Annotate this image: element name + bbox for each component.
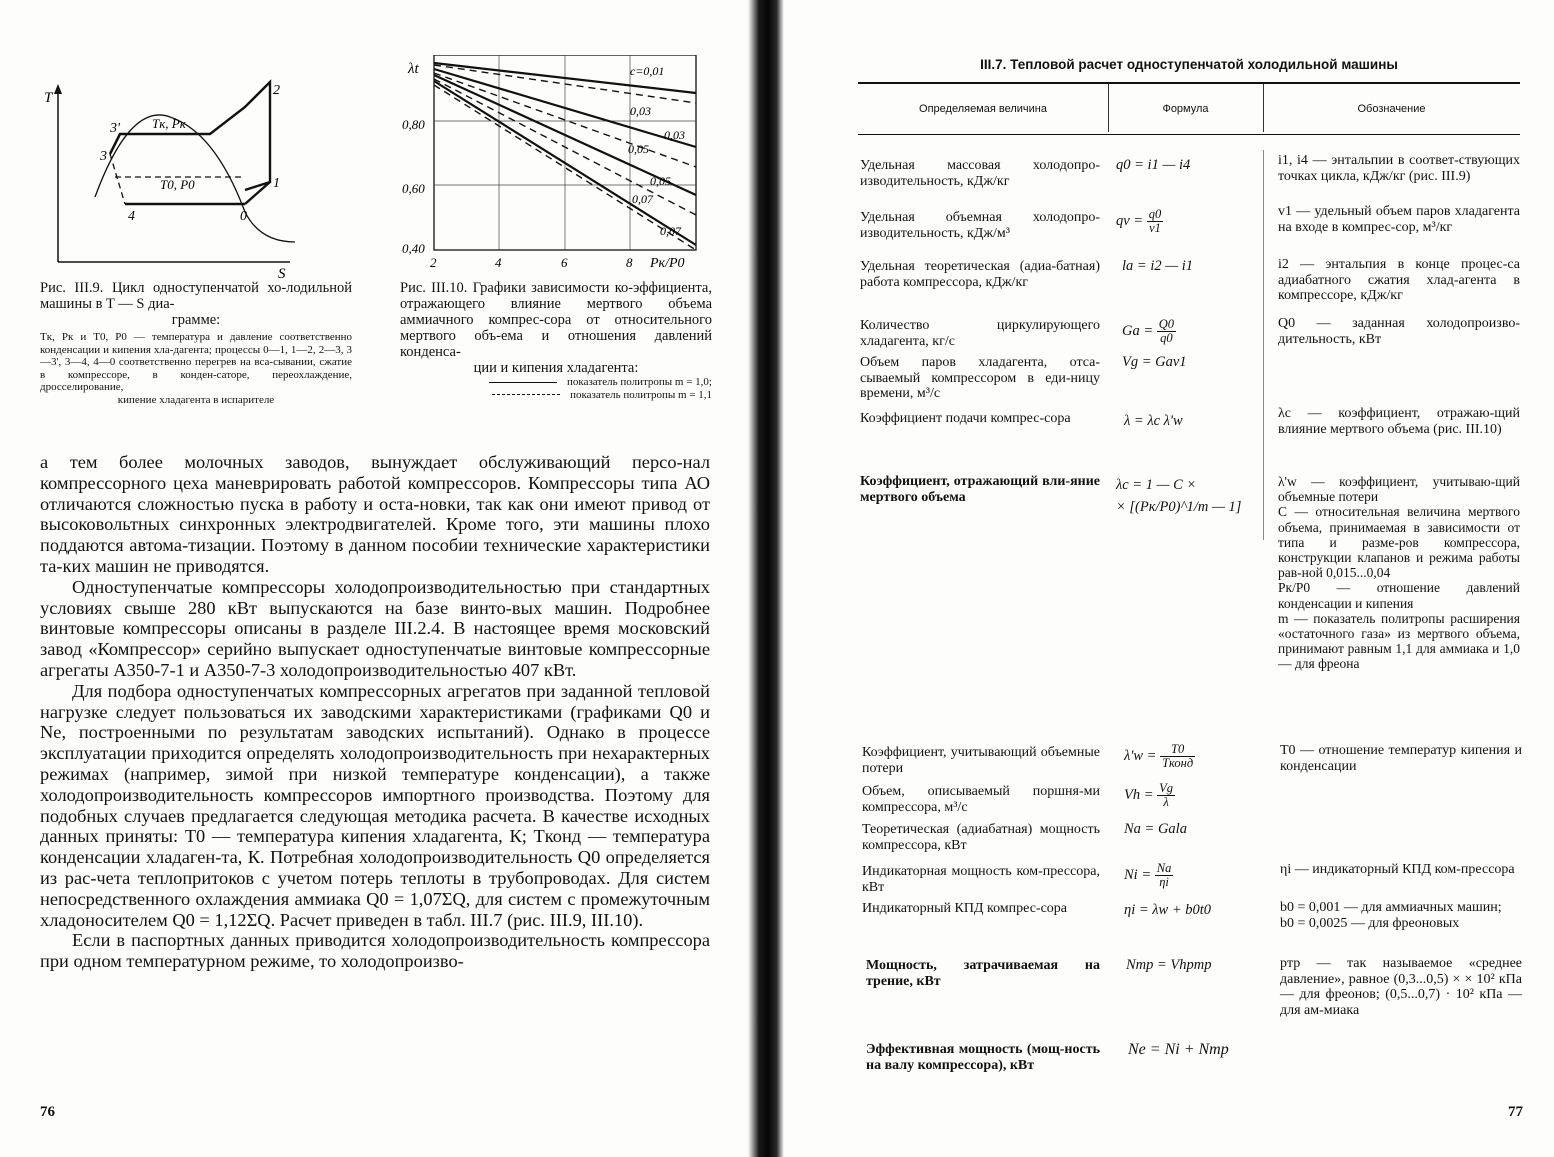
curve-label-007b: 0,07 — [660, 224, 681, 238]
row-quantity: Удельная массовая холодопро-изводительность, кДж/кг — [860, 158, 1100, 189]
row-quantity: Индикаторный КПД компрес-сора — [862, 901, 1068, 916]
row-quantity: Коэффициент подачи компрес-сора — [860, 411, 1071, 426]
row-quantity: Эффективная мощность (мощ-ность на валу компрессора), кВт — [866, 1042, 1100, 1073]
row-notation: i2 — энтальпия в конце процес-са адиабатного сжатия хлад-агента в компрессоре, кДж/кг — [1278, 257, 1520, 303]
curve-label-003b: 0,03 — [664, 128, 685, 142]
fraction-numerator: Q0 — [1158, 317, 1175, 331]
curve-label-c001: c=0,01 — [630, 64, 665, 78]
formula-lhs: Ni = — [1124, 866, 1152, 883]
row-notation: λ'w — коэффициент, учитываю-щий объемные потери C — относительная величина мертвого объема, принимаемая в зависимости от типа и разме-ров компрессора, конструкции клапанов и режима работы рав-ной 0,015...0,04 Pк/P0 — отношение давлений конденсации и кипения m — показатель политропы расширения «остаточного газа» из мертвого объема, принимают равным 1,1 для аммиака и 1,0 — для фреона — [1278, 474, 1520, 672]
row-quantity: Количество циркулирующего хладагента, кг/с — [860, 318, 1100, 349]
row-formula — [1124, 862, 1264, 889]
header-divider-1 — [1108, 84, 1109, 132]
figure-10-caption — [400, 280, 712, 401]
left-page — [0, 0, 748, 1157]
fraction-numerator: Vg — [1159, 781, 1174, 795]
cycle-line — [110, 82, 270, 190]
figure-10-caption-text: Рис. III.10. Графики зависимости ко-эффициента, отражающего влияние мертвого объема аммиачного компрес-сора от относительного мертвого объ-ема и отношения давлений конденса- — [400, 280, 712, 360]
formula-lhs: Ga = — [1122, 322, 1154, 339]
label-point-2: 2 — [273, 83, 280, 98]
formula-fraction — [1147, 208, 1164, 235]
row-formula: la = i2 — i1 — [1122, 258, 1194, 274]
fraction-denominator: v1 — [1149, 221, 1161, 235]
table-title: III.7. Тепловой расчет одноступенчатой холодильной машины — [980, 57, 1398, 72]
formula-fraction — [1155, 862, 1174, 889]
paragraph-1: а тем более молочных заводов, вынуждает обслуживающий персо-нал компрессорного цеха маневрировать работой компрессоров. Компрессоры типа АО отличаются сложностью пуска в работу и оста-новки, так как они имеют привод от высоковольтных синхронных электродвигателей. Кроме того, эти машины плохо поддаются автома-тизации. Поэтому в данном пособии технические характеристики та-ких машин не приводятся. — [40, 452, 710, 576]
fraction-denominator: q0 — [1160, 331, 1173, 345]
row-quantity: Удельная объемная холодопро-изводительность, кДж/м³ — [860, 210, 1100, 241]
row-formula: q0 = i1 — i4 — [1116, 157, 1191, 173]
row-formula: λ = λc λ'w — [1124, 413, 1183, 429]
legend-solid-label: показатель политропы m = 1,0; — [567, 376, 712, 388]
curve-label-005b: 0,05 — [650, 174, 671, 188]
legend-dashed — [400, 389, 712, 402]
legend-solid — [400, 376, 712, 389]
row-quantity: Объем, описываемый поршня-ми компрессора, м³/с — [862, 784, 1100, 815]
curve-label-003a: 0,03 — [630, 104, 651, 118]
figure-lambda-chart — [400, 55, 712, 277]
header-formula: Формула — [1162, 103, 1209, 115]
row-formula — [1116, 208, 1261, 235]
fraction-numerator: Na — [1156, 861, 1172, 875]
x-tick-4: 4 — [495, 255, 502, 270]
paragraph-2: Одноступенчатые компрессоры холодопроизводительностью при стандартных условиях свыше 280 кВт выпускаются на базе винто-вых машин. Подробнее винтовые компрессоры описаны в разделе III.2.4. В настоящее время московский завод «Компрессор» серийно выпускает одноступенчатые винтовые компрессорные агрегаты А350-7-1 и А350-7-3 холодопроизводительностью 407 кВт. — [40, 576, 710, 680]
t-axis-label: T — [44, 90, 53, 106]
row-formula: Nтр = Vhpтр — [1126, 957, 1212, 973]
fraction-numerator: T0 — [1160, 743, 1195, 757]
t-axis-arrow — [54, 84, 62, 94]
figure-10-caption-text-end: ции и кипения хладагента: — [473, 360, 639, 376]
page-number-right: 77 — [1508, 1104, 1523, 1120]
figure-t-s-diagram — [40, 72, 310, 284]
row-notation: b0 = 0,001 — для аммиачных машин; b0 = 0,0025 — для фреоновых — [1280, 900, 1502, 931]
y-tick-040: 0,40 — [402, 241, 425, 256]
row-formula — [1124, 743, 1264, 770]
cycle-throttling — [110, 154, 125, 204]
paragraph-4: Если в паспортных данных приводится холодопроизводительность компрессора при одном температурном режиме, то холодопроизво- — [40, 930, 710, 972]
legend-dashed-label: показатель политропы m = 1,1 — [570, 388, 712, 401]
row-notation: ηi — индикаторный КПД ком-прессора — [1280, 862, 1515, 877]
label-point-0: 0 — [240, 209, 247, 224]
row-quantity: Коэффициент, отражающий вли-яние мертвого объема — [860, 474, 1100, 505]
row-notation: Q0 — заданная холодопроизво-дительность, кВт — [1278, 316, 1520, 347]
row-formula: Vg = Gav1 — [1122, 354, 1187, 370]
x-axis-label: Pк/P0 — [650, 256, 685, 271]
header-divider-2 — [1263, 84, 1264, 132]
legend-solid-swatch — [489, 382, 557, 383]
formula-fraction — [1160, 743, 1195, 770]
page-number-left: 76 — [40, 1104, 55, 1120]
label-point-4: 4 — [128, 209, 135, 224]
header-quantity: Определяемая величина — [919, 103, 1047, 115]
row-formula — [1116, 474, 1264, 518]
formula-fraction — [1157, 318, 1176, 345]
book-spine-gutter — [748, 0, 784, 1157]
row-notation: i1, i4 — энтальпии в соответ-ствующих точках цикла, кДж/кг (рис. III.9) — [1278, 153, 1520, 184]
fraction-denominator: ηi — [1159, 875, 1169, 889]
cycle-3-3prime — [110, 134, 120, 154]
figure-9-caption-title-end: грамме: — [171, 312, 221, 328]
row-quantity: Теоретическая (адиабатная) мощность компрессора, кВт — [862, 822, 1100, 853]
figure-9-caption-note: Tк, Pк и T0, P0 — температура и давление соответственно конденсации и кипения хла-дагента; процессы 0—1, 1—2, 2—3, 3—3', 3—4, 4—0 соответственно перегрев на вса-сывании, сжатие в компрессоре, в конден-саторе, переохлаждение, дросселирование, — [40, 331, 352, 394]
label-point-3: 3 — [100, 149, 107, 164]
fraction-denominator: λ — [1163, 795, 1169, 809]
curve-label-007a: 0,07 — [632, 192, 653, 206]
figure-9-caption-note-end: кипение хладагента в испарителе — [117, 393, 275, 406]
fraction-denominator: Tконд — [1162, 756, 1194, 770]
row-quantity: Мощность, затрачиваемая на трение, кВт — [866, 958, 1100, 989]
row-quantity: Коэффициент, учитывающий объемные потери — [862, 745, 1100, 776]
legend-dashed-swatch — [492, 394, 560, 395]
x-tick-6: 6 — [561, 255, 568, 270]
label-point-3prime: 3' — [110, 121, 120, 136]
row-formula — [1124, 782, 1264, 809]
table-header — [858, 82, 1520, 135]
formula-fraction — [1157, 782, 1175, 809]
x-tick-2: 2 — [430, 255, 437, 270]
row-formula: ηi = λw + b0t0 — [1124, 902, 1212, 918]
y-axis-label: λt — [408, 61, 419, 77]
row-notation: pтр — так называемое «среднее давление», равное (0,3...0,5) × × 10² кПа — для фреонов; (0,5...0,7) · 10² кПа — для ам-миака — [1280, 956, 1522, 1018]
row-quantity: Объем паров хладагента, отса-сываемый компрессором в еди-ницу времени, м³/с — [860, 355, 1100, 401]
s-axis-label: S — [278, 266, 286, 282]
curve-label-005a: 0,05 — [628, 142, 649, 156]
header-notation: Обозначение — [1357, 103, 1426, 115]
body-text — [40, 452, 710, 972]
x-tick-8: 8 — [626, 255, 633, 270]
formula-lhs: λ'w = — [1124, 747, 1157, 764]
label-t0-p0: T0, P0 — [160, 177, 195, 192]
label-point-1: 1 — [273, 176, 280, 191]
figure-9-caption — [40, 280, 352, 407]
row-formula: Na = Gala — [1124, 821, 1187, 837]
figure-9-caption-title: Рис. III.9. Цикл одноступенчатой хо-лодильной машины в T — S диа- — [40, 280, 352, 312]
y-tick-080: 0,80 — [402, 117, 425, 132]
row-notation: T0 — отношение температур кипения и конденсации — [1280, 743, 1522, 774]
formula-line-1: λc = 1 — C × — [1116, 477, 1197, 493]
fraction-numerator: q0 — [1148, 207, 1162, 221]
row-formula: Ne = Ni + Nтр — [1128, 1041, 1229, 1058]
y-tick-060: 0,60 — [402, 181, 425, 196]
row-notation: v1 — удельный объем паров хладагента на входе в компрес-сор, м³/кг — [1278, 204, 1520, 235]
formula-line-2: × [(Pк/P0)^1/m — 1] — [1116, 499, 1242, 515]
formula-lhs: qv = — [1116, 212, 1144, 229]
paragraph-3: Для подбора одноступенчатых компрессорных агрегатов при заданной тепловой нагрузке следует пользоваться их заводскими характеристиками (графиками Q0 и Ne, построенными по результатам заводских испытаний). Однако в процессе эксплуатации приходится определять холодопроизводительность при нехарактерных режимах (например, зимой при низкой температуре конденсации), а также холодопроизводительность компрессоров импортного производства. Поэтому для подобных случаев предлагается следующая методика расчета. В качестве исходных данных приняты: T0 — температура кипения хладагента, К; Tконд — температура конденсации хладаген-та, К. Потребная холодопроизводительность Q0 определяется из рас-чета теплопритоков с учетом потерь теплоты в трубопроводах. Для систем непосредственного охлаждения аммиака Q0 = 1,07ΣQ, для систем с промежуточным хладоносителем Q0 = 1,12ΣQ. Расчет приведен в табл. III.7 (рис. III.9, III.10). — [40, 680, 710, 930]
row-quantity: Удельная теоретическая (адиа-батная) работа компрессора, кДж/кг — [860, 259, 1100, 290]
row-notation: λc — коэффициент, отражаю-щий влияние мертвого объема (рис. III.10) — [1278, 406, 1520, 437]
row-quantity: Индикаторная мощность ком-прессора, кВт — [862, 864, 1100, 895]
formula-lhs: Vh = — [1124, 786, 1154, 803]
label-tk-pk: Tк, Pк — [152, 116, 186, 131]
row-formula — [1122, 318, 1262, 345]
